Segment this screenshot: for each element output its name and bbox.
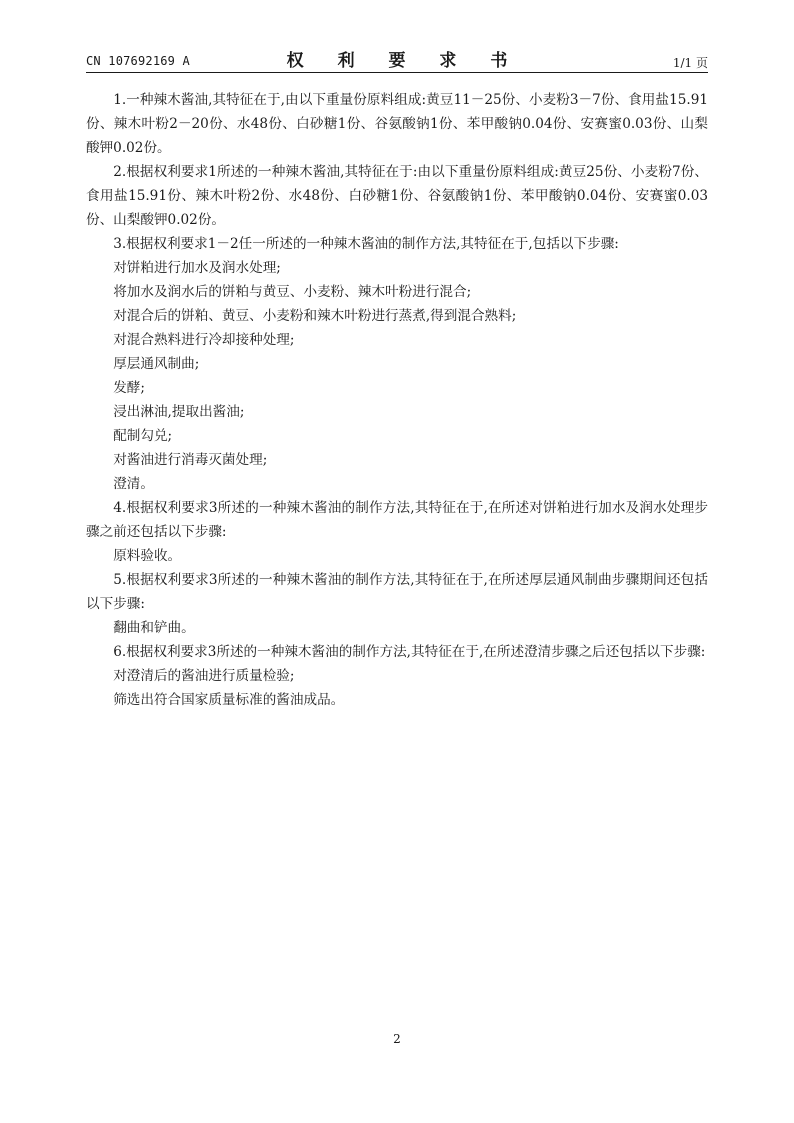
claim-3-step-4: 对混合熟料进行冷却接种处理; [113, 332, 295, 348]
claim-1: 1.一种辣木酱油,其特征在于,由以下重量份原料组成:黄豆11－25份、小麦粉3－7份、食用盐15.91份、辣木叶粉2－20份、水48份、白砂糖1份、谷氨酸钠1份、苯甲酸钠0.04份、安赛蜜0.03份、山梨酸钾0.02份。 [86, 92, 708, 156]
claim-5-step-1: 翻曲和铲曲。 [113, 620, 195, 636]
claims-body [86, 88, 708, 712]
claim-3-step-5: 厚层通风制曲; [113, 356, 200, 372]
claim-3-step-1: 对饼粕进行加水及润水处理; [113, 260, 281, 276]
claim-6-step-1: 对澄清后的酱油进行质量检验; [113, 668, 295, 684]
claim-3-step-8: 配制勾兑; [113, 428, 173, 444]
claim-6-step-2: 筛选出符合国家质量标准的酱油成品。 [113, 692, 345, 708]
claim-3-step-2: 将加水及润水后的饼粕与黄豆、小麦粉、辣木叶粉进行混合; [113, 284, 472, 300]
claim-3-step-3: 对混合后的饼粕、黄豆、小麦粉和辣木叶粉进行蒸煮,得到混合熟料; [113, 308, 517, 324]
claim-3-step-6: 发酵; [113, 380, 145, 396]
claim-5: 5.根据权利要求3所述的一种辣木酱油的制作方法,其特征在于,在所述厚层通风制曲步骤期间还包括以下步骤: [86, 572, 708, 612]
claim-2: 2.根据权利要求1所述的一种辣木酱油,其特征在于:由以下重量份原料组成:黄豆25份、小麦粉7份、食用盐15.91份、辣木叶粉2份、水48份、白砂糖1份、谷氨酸钠1份、苯甲酸钠0.04份、安赛蜜0.03份、山梨酸钾0.02份。 [86, 164, 708, 228]
document-title: 权 利 要 求 书 [286, 51, 522, 71]
claim-3: 3.根据权利要求1－2任一所述的一种辣木酱油的制作方法,其特征在于,包括以下步骤: [113, 236, 619, 252]
page-header [86, 46, 708, 72]
page-indicator: 1/1 页 [672, 56, 708, 70]
claim-3-step-9: 对酱油进行消毒灭菌处理; [113, 452, 268, 468]
header-divider [86, 72, 708, 73]
page-number: 2 [393, 1032, 401, 1046]
claim-3-step-7: 浸出淋油,提取出酱油; [113, 404, 245, 420]
claim-6: 6.根据权利要求3所述的一种辣木酱油的制作方法,其特征在于,在所述澄清步骤之后还包括以下步骤: [113, 644, 706, 660]
claim-4: 4.根据权利要求3所述的一种辣木酱油的制作方法,其特征在于,在所述对饼粕进行加水及润水处理步骤之前还包括以下步骤: [86, 500, 708, 540]
claim-4-step-1: 原料验收。 [113, 548, 182, 564]
publication-number: CN 107692169 A [86, 54, 190, 68]
claim-3-step-10: 澄清。 [113, 476, 154, 492]
